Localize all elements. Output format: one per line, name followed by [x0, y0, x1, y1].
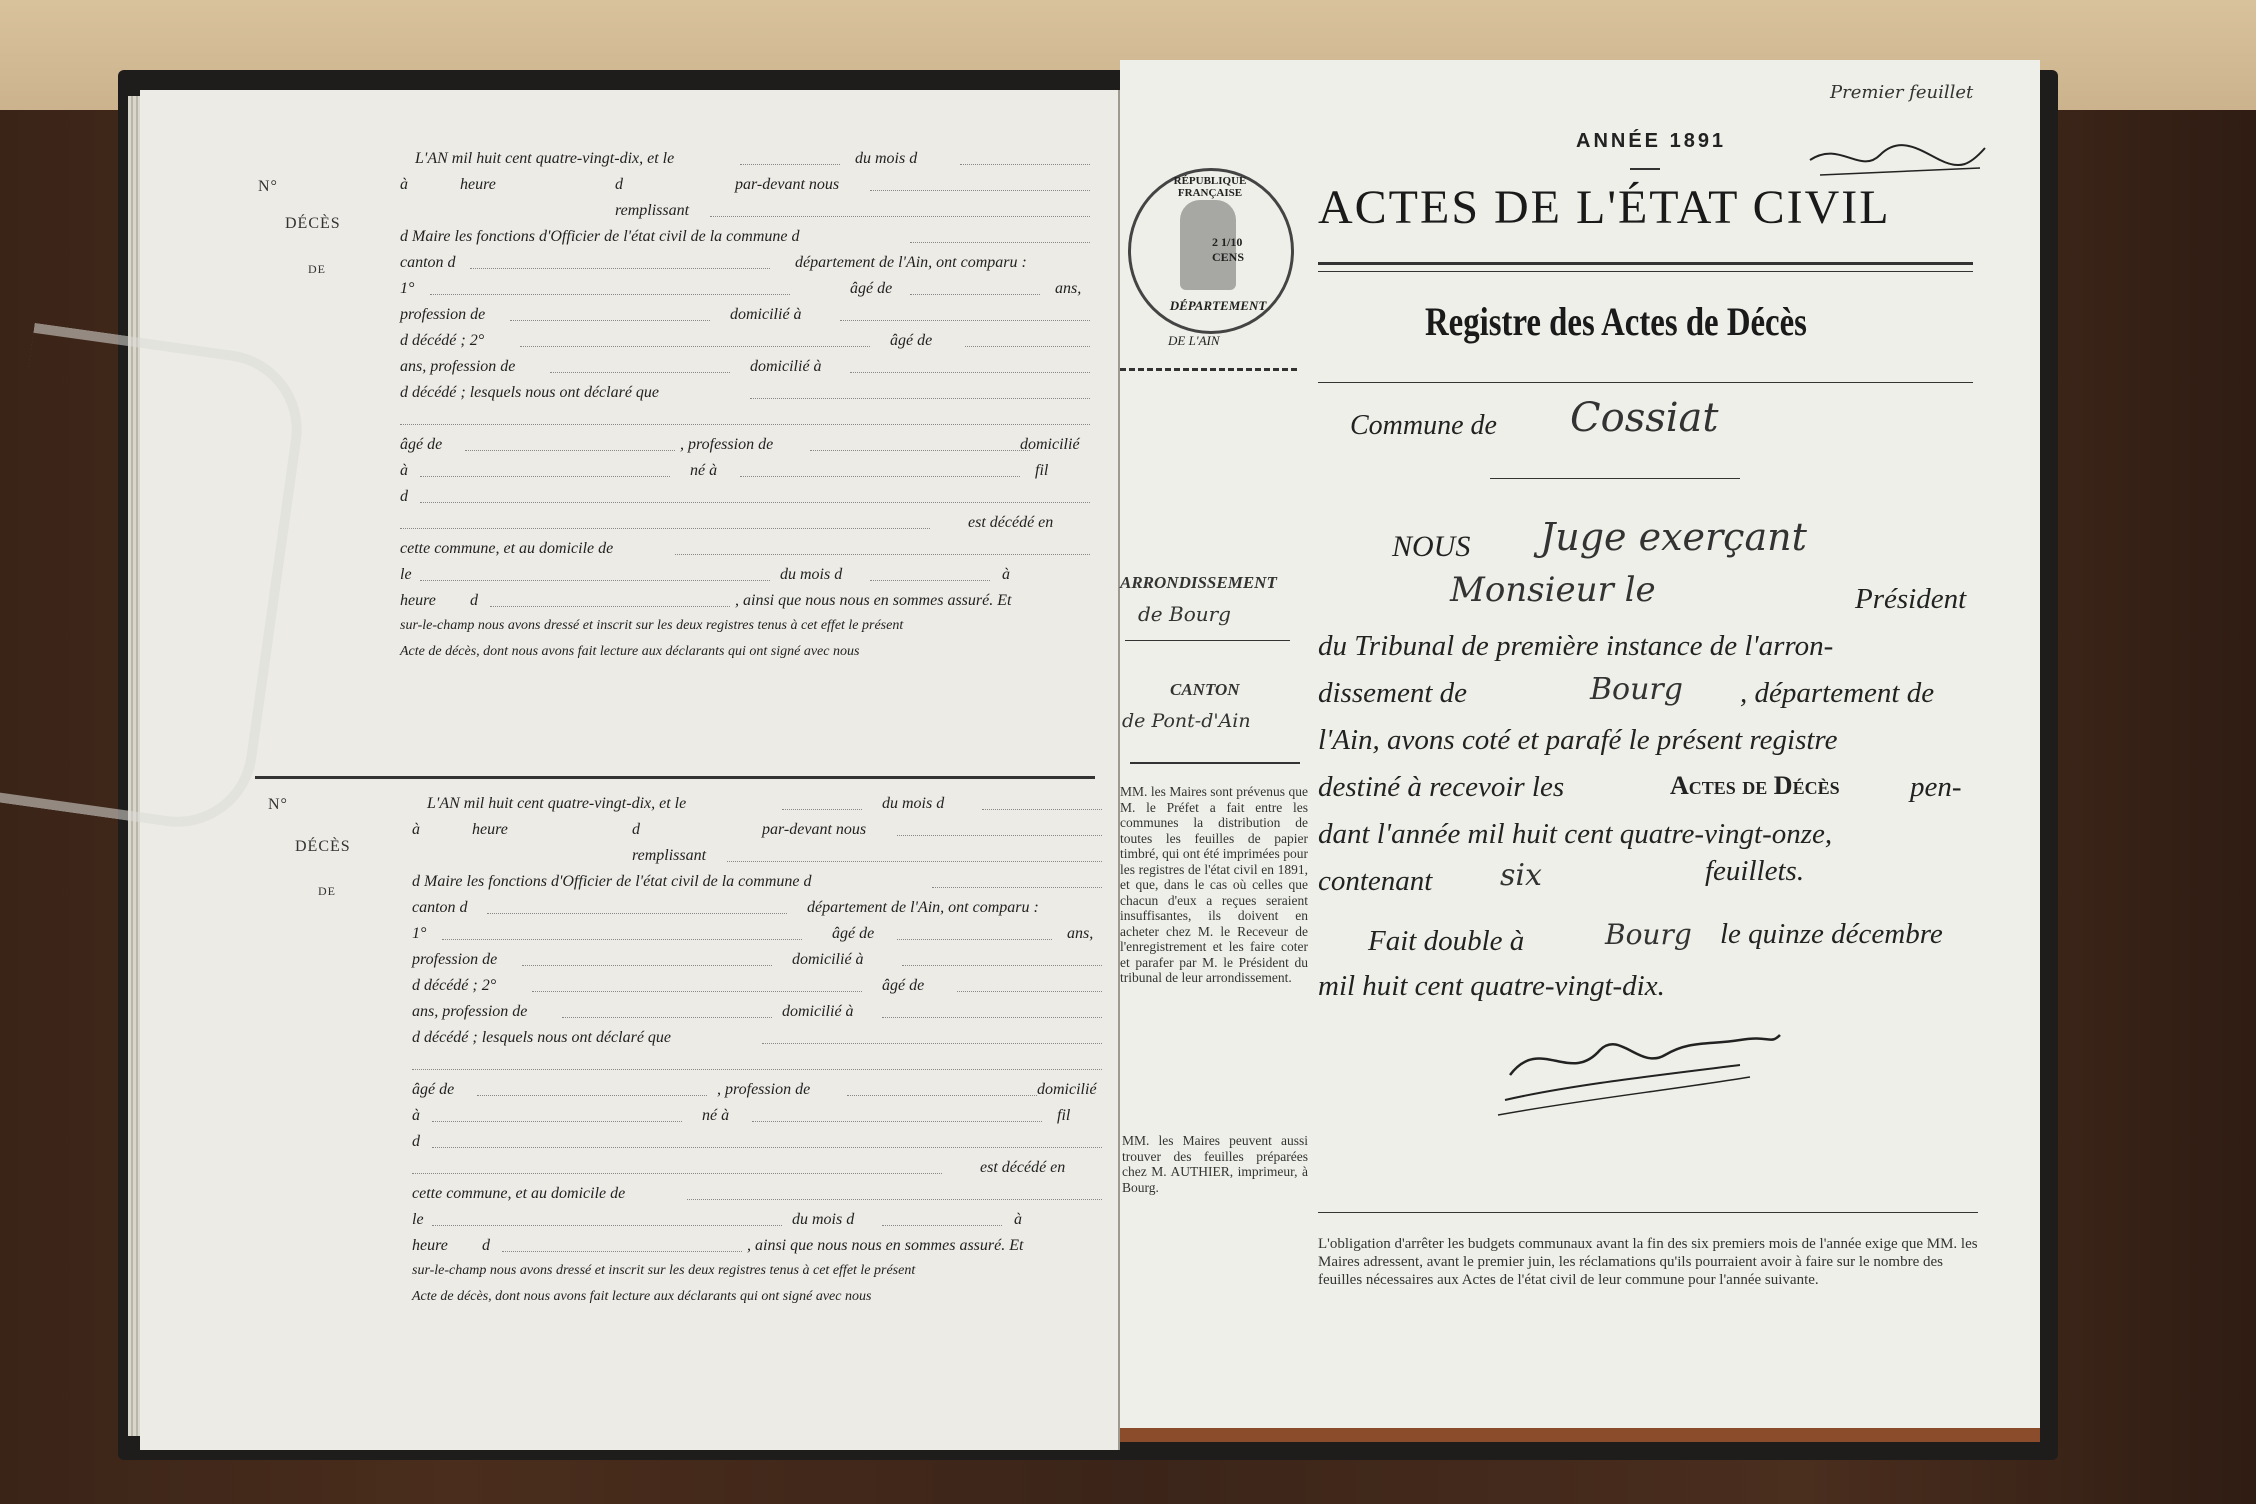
form-line: domicilié à — [782, 1003, 854, 1020]
arrondissement-label: ARRONDISSEMENT — [1120, 573, 1277, 592]
deces-label: DÉCÈS — [285, 215, 341, 232]
form-line: fil — [1057, 1107, 1071, 1124]
maires-notice: MM. les Maires sont prévenus que M. le Préfet a fait entre les communes la distribution de toutes les feuilles de papier timbré, qui ont été imprimées pour les registres de l'état civil en 1891, et que, dans le cas où celles que chacun d'eux a reçues seraient insuffisantes, ils doivent en acheter chez M. le Receveur de l'enregistrement et les faire coter et parafer par M. le Président du tribunal de leur arrondissement. — [1120, 784, 1308, 986]
form-line: du mois d — [780, 566, 843, 583]
entry-number-label: N° — [268, 796, 288, 813]
stamp-ring-text: RÉPUBLIQUE FRANÇAISE — [1173, 175, 1247, 199]
commune-rule — [1490, 478, 1740, 479]
commune-label: Commune de — [1350, 410, 1497, 441]
form-line: âgé de — [832, 925, 875, 942]
form-line: L'AN mil huit cent quatre-vingt-dix, et le — [415, 150, 675, 167]
footer-rule — [1318, 1212, 1978, 1213]
form-line: du mois d — [792, 1211, 855, 1228]
form-line: est décédé en — [980, 1159, 1066, 1176]
form-line: domicilié à — [750, 358, 822, 375]
form-line: à — [412, 1107, 420, 1124]
form-line: né à — [702, 1107, 730, 1124]
canton-label: CANTON — [1170, 680, 1240, 699]
entry-separator — [255, 776, 1095, 779]
form-line: le — [400, 566, 412, 583]
form-line: du mois d — [882, 795, 945, 812]
form-line: heure — [460, 176, 496, 193]
form-line: , ainsi que nous nous en sommes assuré. Et — [747, 1237, 1024, 1254]
form-line: canton d — [400, 254, 456, 271]
form-line: par-devant nous — [762, 821, 867, 838]
arrondissement-value: de Bourg — [1138, 602, 1231, 626]
form-line: âgé de — [412, 1081, 455, 1098]
form-line: à — [412, 821, 420, 838]
body-line6-sc: Actes de Décès — [1670, 771, 1840, 800]
form-line: ans, — [1067, 925, 1094, 942]
commune-value: Cossiat — [1570, 395, 1719, 441]
canton-value: de Pont-d'Ain — [1122, 710, 1251, 732]
body-line8a: contenant — [1318, 865, 1433, 897]
form-line: domicilié à — [792, 951, 864, 968]
page-title: ACTES DE L'ÉTAT CIVIL — [1318, 181, 1891, 234]
page-edge — [1120, 1428, 2040, 1442]
stamp-value: 2 1/10 CENS — [1212, 235, 1245, 264]
canton-rule — [1130, 762, 1300, 764]
body-line10: mil huit cent quatre-vingt-dix. — [1318, 970, 1665, 1002]
form-line: fil — [1035, 462, 1049, 479]
form-line: domicilié à — [730, 306, 802, 323]
form-line: d — [400, 488, 408, 505]
body-line6b: pen- — [1910, 771, 1962, 803]
form-line: par-devant nous — [735, 176, 840, 193]
form-line: L'AN mil huit cent quatre-vingt-dix, et le — [427, 795, 687, 812]
line2-print: Président — [1855, 583, 1967, 615]
body-line4a: dissement de — [1318, 677, 1467, 709]
form-line: d décédé ; lesquels nous ont déclaré que — [412, 1029, 672, 1046]
form-line: remplissant — [615, 202, 690, 219]
president-signature — [1490, 1015, 1790, 1125]
form-line: d décédé ; lesquels nous ont déclaré que — [400, 384, 660, 401]
form-line: profession de — [412, 951, 498, 968]
death-entry-form-2 — [262, 795, 1112, 1315]
form-line: âgé de — [890, 332, 933, 349]
deces-label: DÉCÈS — [295, 838, 351, 855]
form-line: d — [615, 176, 623, 193]
form-line: d — [632, 821, 640, 838]
form-line: âgé de — [882, 977, 925, 994]
line9-hand: Bourg — [1605, 918, 1692, 951]
form-line: d Maire les fonctions d'Officier de l'état civil de la commune d — [400, 228, 800, 245]
form-line: ans, profession de — [400, 358, 516, 375]
de-label: DE — [318, 884, 336, 898]
form-line: cette commune, et au domicile de — [412, 1185, 626, 1202]
death-entry-form-1 — [250, 150, 1100, 670]
form-line: d — [412, 1133, 420, 1150]
body-line5: l'Ain, avons coté et parafé le présent registre — [1318, 724, 1838, 756]
form-line: 1° — [412, 925, 427, 942]
form-line: sur-le-champ nous avons dressé et inscrit sur les deux registres tenus à cet effet le présent — [412, 1263, 916, 1278]
form-line: heure — [400, 592, 436, 609]
form-line: à — [1002, 566, 1010, 583]
form-line: ans, — [1055, 280, 1082, 297]
form-line: canton d — [412, 899, 468, 916]
line2-hand: Monsieur le — [1450, 570, 1656, 610]
annee-label: ANNÉE 1891 — [1576, 130, 1727, 152]
form-line: , profession de — [680, 436, 774, 453]
form-line: né à — [690, 462, 718, 479]
body-line6a: destiné à recevoir les — [1318, 771, 1565, 803]
title-rule-2 — [1318, 271, 1973, 272]
form-line: âgé de — [850, 280, 893, 297]
de-label: DE — [308, 262, 326, 276]
form-line: heure — [412, 1237, 448, 1254]
form-line: du mois d — [855, 150, 918, 167]
deco-rule — [1630, 168, 1660, 170]
form-line: d — [482, 1237, 490, 1254]
form-line: sur-le-champ nous avons dressé et inscrit sur les deux registres tenus à cet effet le présent — [400, 618, 904, 633]
form-line: d Maire les fonctions d'Officier de l'état civil de la commune d — [412, 873, 812, 890]
form-line: âgé de — [400, 436, 443, 453]
body-line9a: Fait double à — [1368, 925, 1525, 957]
form-line: à — [400, 176, 408, 193]
stamp-dept: DÉPARTEMENT — [1169, 298, 1267, 313]
form-line: le — [412, 1211, 424, 1228]
form-line: , ainsi que nous nous en sommes assuré. Et — [735, 592, 1012, 609]
budget-footer-note: L'obligation d'arrêter les budgets communaux avant la fin des six premiers mois de l'année exige que MM. les Maires adressent, avant le premier juin, les réclamations qu'ils pourraient avoir à faire sur le nombre des feuilles nécessaires aux Actes de l'état civil de leur commune pour l'année suivante. — [1318, 1236, 1978, 1288]
premier-feuillet-note: Premier feuillet — [1830, 82, 1974, 103]
stamp-dept2: DE L'AIN — [1168, 333, 1220, 348]
maires-notice-2: MM. les Maires peuvent aussi trouver des feuilles préparées chez M. AUTHIER, imprimeur, à Bourg. — [1122, 1133, 1308, 1195]
register-subtitle: Registre des Actes de Décès — [1425, 299, 1807, 344]
line8-hand: six — [1500, 858, 1542, 893]
nous-label: NOUS — [1392, 530, 1471, 563]
form-line: département de l'Ain, ont comparu : — [795, 254, 1027, 271]
entry-number-label: N° — [258, 178, 278, 195]
line4-hand: Bourg — [1590, 672, 1683, 707]
body-line7: dant l'année mil huit cent quatre-vingt-onze, — [1318, 818, 1833, 850]
form-line: profession de — [400, 306, 486, 323]
body-line4b: , département de — [1740, 677, 1935, 709]
form-line: cette commune, et au domicile de — [400, 540, 614, 557]
stamp-rule — [1120, 368, 1300, 371]
form-line: d décédé ; 2° — [400, 332, 485, 349]
arrond-rule — [1125, 640, 1290, 641]
body-line9b: le quinze décembre — [1720, 918, 1943, 950]
form-line: , profession de — [717, 1081, 811, 1098]
form-line: domicilié — [1037, 1081, 1097, 1098]
form-line: domicilié — [1020, 436, 1080, 453]
form-line: d décédé ; 2° — [412, 977, 497, 994]
form-line: 1° — [400, 280, 415, 297]
form-line: département de l'Ain, ont comparu : — [807, 899, 1039, 916]
subtitle-rule — [1318, 382, 1973, 383]
form-line: est décédé en — [968, 514, 1054, 531]
form-line: Acte de décès, dont nous avons fait lecture aux déclarants qui ont signé avec nous — [412, 1289, 872, 1304]
form-line: à — [1014, 1211, 1022, 1228]
form-line: d — [470, 592, 478, 609]
body-line3: du Tribunal de première instance de l'arron- — [1318, 630, 1834, 662]
title-rule — [1318, 262, 1973, 265]
form-line: à — [400, 462, 408, 479]
form-line: ans, profession de — [412, 1003, 528, 1020]
form-line: Acte de décès, dont nous avons fait lecture aux déclarants qui ont signé avec nous — [400, 644, 860, 659]
form-line: heure — [472, 821, 508, 838]
form-line: remplissant — [632, 847, 707, 864]
body-line8b: feuillets. — [1705, 855, 1805, 887]
nous-hand: Juge exerçant — [1540, 515, 1807, 559]
